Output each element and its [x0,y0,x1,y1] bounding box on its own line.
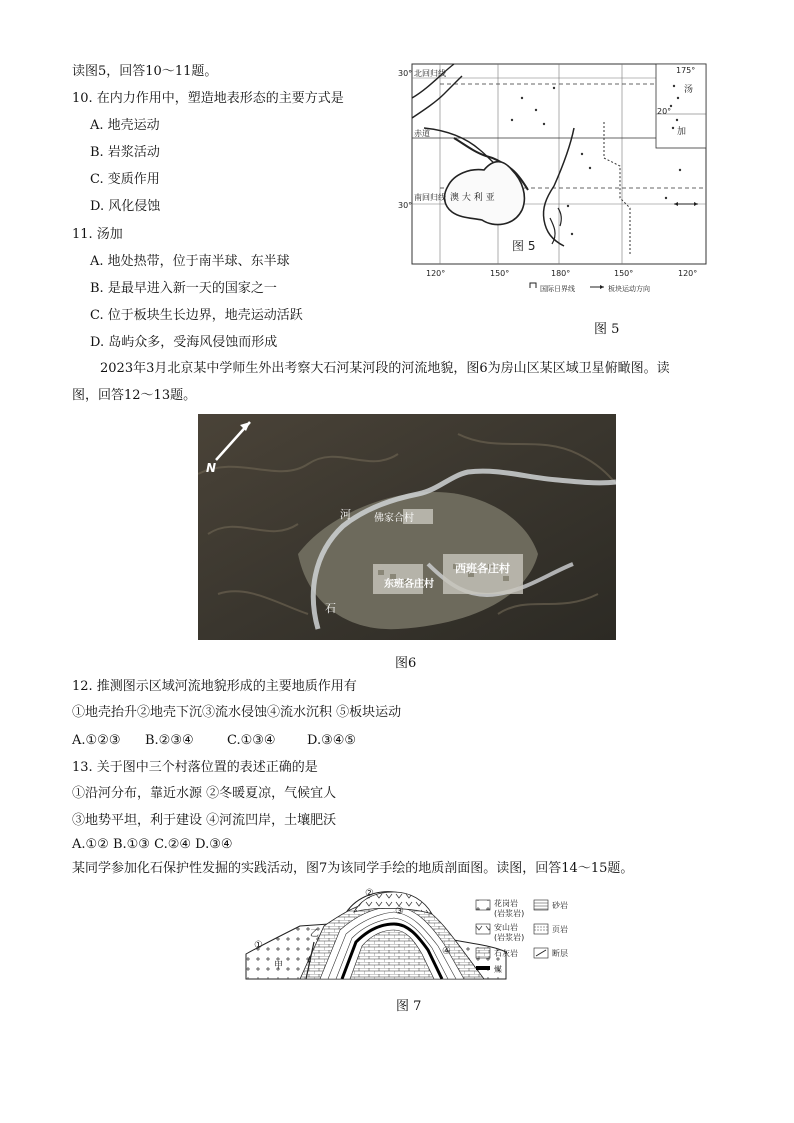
q12-stem: 12. 推测图示区域河流地貌形成的主要地质作用有 [72,679,357,694]
fig6-village-1: 佛家合村 [374,513,414,524]
fig5-inset-jia: 加 [677,127,687,137]
fig7-jia: 甲 [274,961,284,971]
q10-option-d: D. 风化侵蚀 [90,199,161,214]
fig7-point-1: ① [254,940,263,951]
fig5-south-tropic: 南回归线 [414,193,446,202]
fig7-caption: 图 7 [396,999,422,1014]
q11-option-a: A. 地处热带，位于南半球、东半球 [90,254,290,269]
fig7-legend-sandstone: 砂岩 [552,901,568,910]
figure-7-section [244,884,604,986]
fig7-legend-granite-sub: (岩浆岩) [494,909,525,918]
q12-option-a: A.①②③ [72,733,121,748]
q13-stem: 13. 关于图中三个村落位置的表述正确的是 [72,760,318,775]
fig7-legend-shale: 页岩 [552,925,568,934]
q13-line2: ③地势平坦，利于建设 ④河流凹岸，土壤肥沃 [72,813,337,828]
q12-option-c: C.①③④ [227,733,276,748]
q10-option-c: C. 变质作用 [90,172,160,187]
fig5-inner-label: 图 5 [512,239,536,253]
fig7-legend-limestone: 石灰岩 [494,949,518,958]
fig5-lat-bottom: 30° [398,201,413,210]
q12-option-b: B.②③④ [145,733,194,748]
dateline-legend-icon [530,283,536,288]
fig5-lon-1: 120° [426,269,446,278]
intro-14-15: 某同学参加化石保护性发掘的实践活动，图7为该同学手绘的地质剖面图。读图，回答14～15题。 [72,861,634,876]
fig6-river-shi: 石 [325,602,336,615]
fig7-legend-coal: 煤 [494,965,502,974]
q13-line1: ①沿河分布，靠近水源 ②冬暖夏凉，气候宜人 [72,786,337,801]
q11-option-c: C. 位于板块生长边界，地壳运动活跃 [90,308,303,323]
q11-option-d: D. 岛屿众多，受海风侵蚀而形成 [90,335,278,350]
fig6-north: N [206,461,217,475]
q11-stem: 11. 汤加 [72,227,123,242]
fig5-lon-2: 150° [490,269,510,278]
figure-5-map [394,58,718,303]
fig5-north-tropic: 北回归线 [414,69,446,78]
fig5-australia: 澳 大 利 亚 [450,193,495,203]
fig7-yi: 乙 [310,929,320,939]
q10-option-b: B. 岩浆活动 [90,145,160,160]
fig6-river-he: 河 [340,508,351,521]
fig5-caption: 图 5 [594,322,620,337]
fig6-village-2: 东班各庄村 [384,579,434,590]
fig5-inset-tang: 汤 [684,85,694,95]
q12-option-d: D.③④⑤ [307,733,357,748]
fig5-lon-4: 150° [614,269,634,278]
q12-items: ①地壳抬升②地壳下沉③流水侵蚀④流水沉积 ⑤板块运动 [72,705,402,720]
fig5-legend-dateline: 国际日界线 [540,285,575,293]
fig7-legend-fault: 断层 [552,949,568,958]
fig5-legend-plate: 板块运动方向 [608,285,650,293]
fig5-inset-lat: 20° [657,107,672,116]
fig7-point-4: ④ [442,946,451,957]
fig7-legend-granite: 花岗岩 [494,899,518,908]
fig7-legend-andesite: 安山岩 [494,923,518,932]
intro-12-13-line1: 2023年3月北京某中学师生外出考察大石河某河段的河流地貌，图6为房山区某区域卫星俯瞰图。读 [100,361,670,376]
q11-option-b: B. 是最早进入新一天的国家之一 [90,281,277,296]
fig5-equator: 赤道 [414,129,430,138]
fig7-point-3: ③ [395,906,404,917]
q10-stem: 10. 在内力作用中，塑造地表形态的主要方式是 [72,91,344,106]
fig5-lat-top: 30° [398,69,413,78]
fig6-caption: 图6 [395,656,417,671]
fig7-legend-andesite-sub: (岩浆岩) [494,933,525,942]
intro-10-11: 读图5，回答10～11题。 [72,64,218,79]
q10-option-a: A. 地壳运动 [90,118,160,133]
q13-options: A.①② B.①③ C.②④ D.③④ [72,837,233,852]
figure-6-satellite [198,414,616,640]
fig7-point-2: ② [365,888,374,899]
fig5-inset-lon: 175° [676,66,696,75]
fig5-lon-5: 120° [678,269,698,278]
fig5-lon-3: 180° [551,269,571,278]
intro-12-13-line2: 图，回答12～13题。 [72,388,197,403]
fig6-village-3: 西班各庄村 [455,562,510,575]
